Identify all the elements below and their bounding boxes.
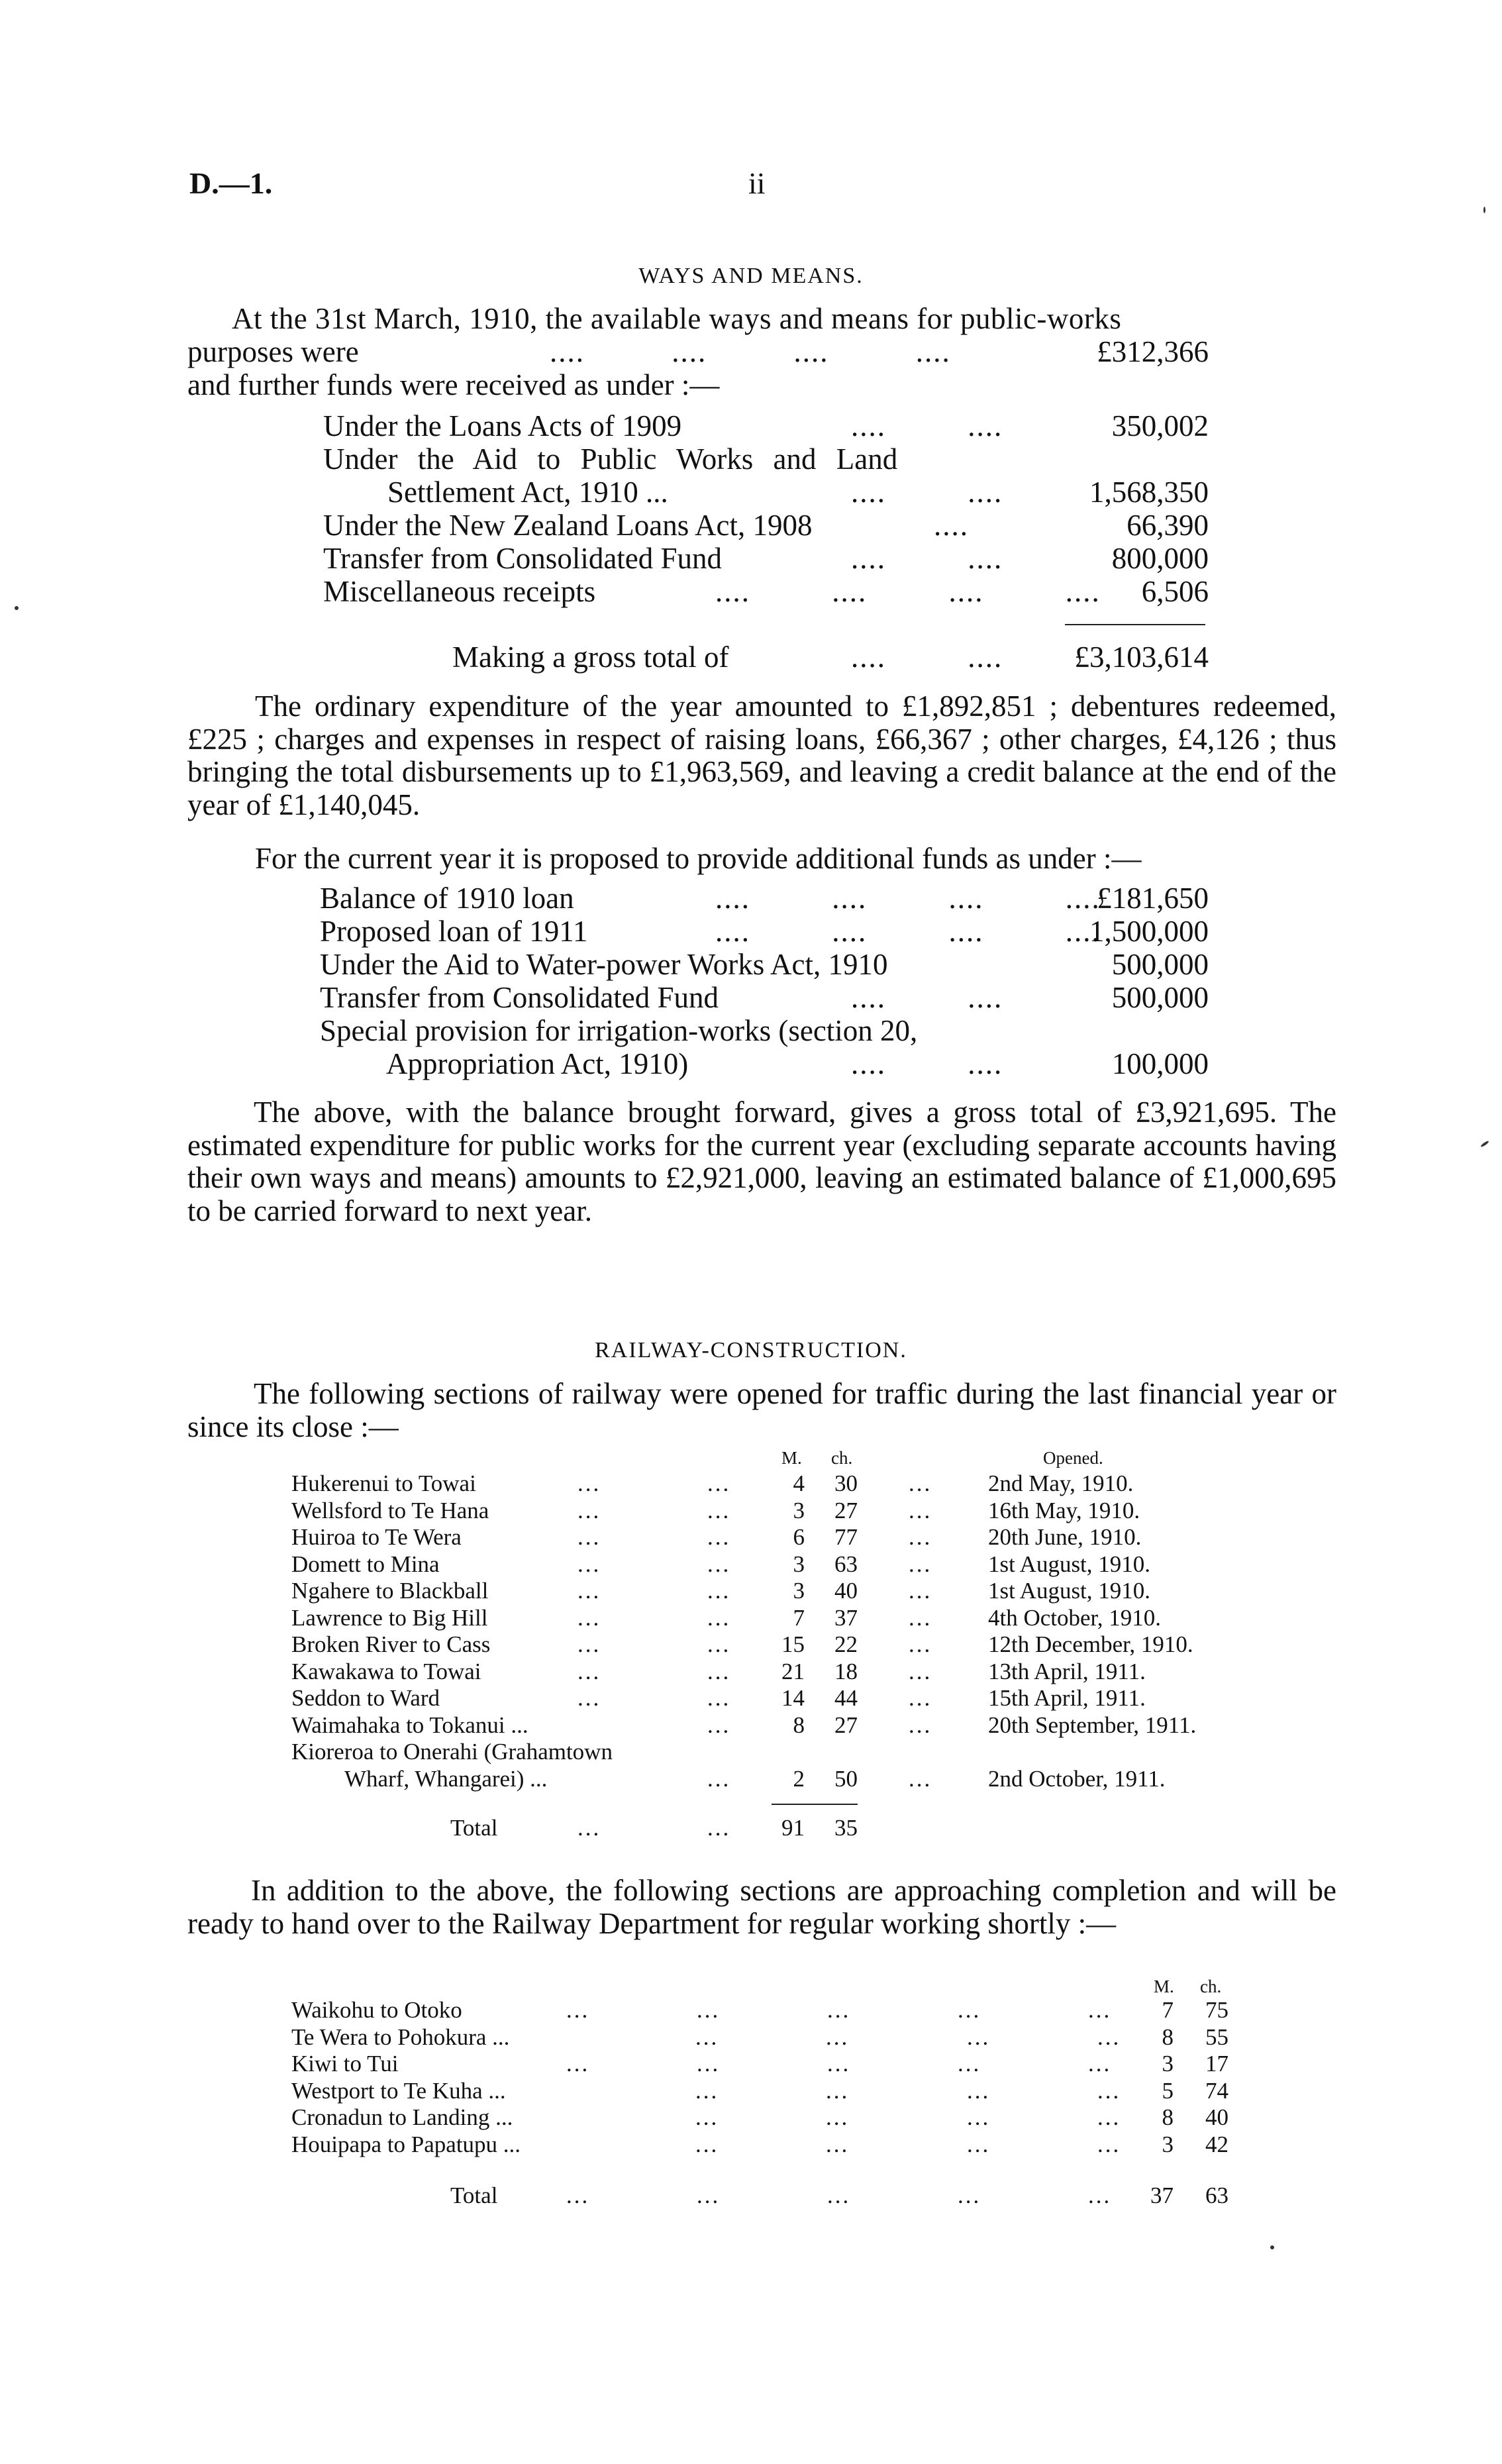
leader-dots: ... [909,1524,932,1550]
proposed-label: Balance of 1910 loan [320,882,574,915]
section-chains: 77 [834,1524,858,1550]
section-opened-date: 20th June, 1910. [988,1524,1142,1550]
proposed-amount: 1,500,000 [1089,915,1209,948]
proposed-label: Under the Aid to Water-power Works Act, 1910 [320,948,888,981]
section-miles: 4 [793,1470,805,1496]
section-name: Domett to Mina [291,1551,440,1577]
leader-dots: ... ... [967,2024,1121,2050]
section-miles: 8 [1162,2024,1174,2050]
section-opened-date: 16th May, 1910. [988,1497,1140,1523]
approaching-intro: In addition to the above, the following sections are approaching completion and will be ready to hand over to the Railway Department for regular working shortly :— [187,1874,1336,1940]
leader-dots: ... [577,1497,601,1523]
approaching-total-miles: 37 [1150,2182,1174,2208]
leader-dots: ... [707,1497,731,1523]
col-chains-header: ch. [1200,1976,1222,1996]
receipt-label: Under the New Zealand Loans Act, 1908 [323,509,813,542]
page-number: ii [748,166,766,200]
document-reference: D.—1. [189,166,273,200]
approaching-total-chains: 63 [1205,2182,1228,2208]
leader-dots: ... ... [695,2024,850,2050]
section-name: Kiwi to Tui [291,2051,399,2077]
leader-dots: ... [707,1712,731,1738]
ways-and-means-title: WAYS AND MEANS. [638,264,864,288]
leader-dots: ... [707,1765,731,1792]
leader-dots: ... [707,1524,731,1550]
leader-dots: ... ... ... ... ... [566,2051,1112,2077]
gross-total-label: Making a gross total of [452,641,729,674]
section-opened-date: 1st August, 1910. [988,1578,1151,1604]
section-name: Houipapa to Papatupu ... [291,2131,521,2157]
receipt-amount: 66,390 [1126,509,1209,542]
proposed-amount: £181,650 [1097,882,1209,915]
leader-dots: ... [909,1631,932,1657]
current-year-intro: For the current year it is proposed to provide additional funds as under :— [255,842,1142,875]
section-chains: 17 [1205,2051,1228,2077]
total-miles: 91 [781,1815,805,1841]
section-name-cont: Wharf, Whangarei) ... [344,1765,548,1792]
section-miles: 3 [1162,2051,1174,2077]
scan-mark [1483,207,1485,213]
section-opened-date: 20th September, 1911. [988,1712,1197,1738]
section-miles: 8 [1162,2104,1174,2130]
section-miles: 3 [1162,2131,1174,2157]
leader-dots: ... [577,1658,601,1684]
section-miles: 14 [781,1685,805,1711]
leader-dots: .... .... [851,1047,1003,1080]
closing-paragraph: The above, with the balance brought forward, gives a gross total of £3,921,695. The estimated expenditure for public works for the current year (excluding separate accounts having their own ways and means) amounts to £2,921,000, leaving an estimated balance of £1,000,695 to be carried forward to next year. [187,1096,1336,1227]
gross-total-amount: £3,103,614 [1074,641,1209,674]
proposed-amount: 500,000 [1111,981,1209,1014]
total-label: Total [450,1815,498,1841]
leader-dots: .... [934,509,969,542]
sum-rule [1065,624,1205,625]
leader-dots: ... [909,1765,932,1792]
leader-dots: .... .... [851,409,1003,442]
section-opened-date: 13th April, 1911. [988,1658,1146,1684]
leader-dots: ... ... ... ... ... [566,2182,1112,2208]
leader-dots: ... [909,1470,932,1496]
section-miles: 8 [793,1712,805,1738]
section-chains: 75 [1205,1997,1228,2023]
section-chains: 50 [834,1765,858,1792]
leader-dots: ... [909,1551,932,1577]
leader-dots: ... ... ... ... ... [566,1997,1112,2023]
intro-line-3: and further funds were received as under :— [187,368,720,401]
section-chains: 27 [834,1712,858,1738]
section-opened-date: 2nd May, 1910. [988,1470,1134,1496]
section-name: Te Wera to Pohokura ... [291,2024,510,2050]
col-chains-header: ch. [831,1448,853,1468]
receipt-label: Under the Loans Acts of 1909 [323,409,682,442]
section-opened-date: 12th December, 1910. [988,1631,1193,1657]
leader-dots: ... [909,1658,932,1684]
proposed-amount: 500,000 [1111,948,1209,981]
leader-dots: ... [707,1658,731,1684]
leader-dots: .... .... .... .... [715,575,1101,608]
section-miles: 3 [793,1497,805,1523]
scan-mark [1480,1140,1489,1147]
proposed-label-cont: Appropriation Act, 1910) [386,1047,689,1080]
leader-dots: ... [909,1685,932,1711]
section-chains: 27 [834,1497,858,1523]
section-opened-date: 15th April, 1911. [988,1685,1146,1711]
leader-dots: ... [577,1815,601,1841]
leader-dots: ... [707,1604,731,1631]
leader-dots: .... .... .... .... [550,335,951,368]
section-miles: 15 [781,1631,805,1657]
section-chains: 40 [1205,2104,1228,2130]
receipt-label: Under the Aid to Public Works and Land [323,442,898,476]
section-chains: 40 [834,1578,858,1604]
proposed-amount: 100,000 [1111,1047,1209,1080]
leader-dots: ... [577,1604,601,1631]
section-miles: 2 [793,1765,805,1792]
intro-line-2: purposes were [187,335,359,368]
leader-dots: ... [577,1578,601,1604]
col-miles-header: M. [781,1448,802,1468]
proposed-label: Transfer from Consolidated Fund [320,981,719,1014]
section-name: Wellsford to Te Hana [291,1497,489,1523]
scan-mark [15,606,19,610]
section-name: Kioreroa to Onerahi (Grahamtown [291,1739,613,1765]
total-chains: 35 [834,1815,858,1841]
section-name: Waikohu to Otoko [291,1997,462,2023]
receipt-label-cont: Settlement Act, 1910 ... [387,476,668,509]
section-chains: 42 [1205,2131,1228,2157]
section-chains: 74 [1205,2077,1228,2104]
section-chains: 55 [1205,2024,1228,2050]
leader-dots: .... .... [851,641,1003,674]
leader-dots: ... ... [967,2131,1121,2157]
section-miles: 5 [1162,2077,1174,2104]
section-miles: 21 [781,1658,805,1684]
intro-line-1: At the 31st March, 1910, the available ways and means for public-works [232,302,1122,335]
section-name: Westport to Te Kuha ... [291,2077,506,2104]
section-chains: 22 [834,1631,858,1657]
receipt-label: Transfer from Consolidated Fund [323,542,723,575]
section-name: Lawrence to Big Hill [291,1604,488,1631]
section-chains: 18 [834,1658,858,1684]
leader-dots: .... .... [851,981,1003,1014]
section-miles: 3 [793,1578,805,1604]
section-opened-date: 2nd October, 1911. [988,1765,1166,1792]
section-chains: 37 [834,1604,858,1631]
leader-dots: ... ... [967,2077,1121,2104]
section-opened-date: 4th October, 1910. [988,1604,1162,1631]
leader-dots: ... [707,1631,731,1657]
section-name: Broken River to Cass [291,1631,491,1657]
opening-amount: £312,366 [1097,335,1209,368]
section-name: Ngahere to Blackball [291,1578,489,1604]
leader-dots: ... [707,1685,731,1711]
leader-dots: ... [909,1497,932,1523]
leader-dots: .... .... .... .... [715,882,1101,915]
section-miles: 7 [793,1604,805,1631]
leader-dots: ... ... [967,2104,1121,2130]
railway-construction-title: RAILWAY-CONSTRUCTION. [595,1338,907,1362]
leader-dots: ... [707,1815,731,1841]
leader-dots: ... [577,1524,601,1550]
section-name: Waimahaka to Tokanui ... [291,1712,528,1738]
section-chains: 44 [834,1685,858,1711]
leader-dots: ... ... [695,2077,850,2104]
expenditure-paragraph: The ordinary expenditure of the year amounted to £1,892,851 ; debentures redeemed, £225 ; charges and expenses in respect of raising loans, £66,367 ; other charges, £4,126 ; thus bringing the total disbursements up to £1,963,569, and leaving a credit balance at the end of the year of £1,140,045. [187,690,1336,821]
leader-dots: ... [707,1551,731,1577]
table-total-rule [772,1804,858,1805]
leader-dots: ... ... [695,2104,850,2130]
leader-dots: ... [707,1578,731,1604]
section-chains: 63 [834,1551,858,1577]
leader-dots: ... [577,1631,601,1657]
section-name: Kawakawa to Towai [291,1658,481,1684]
receipt-amount: 1,568,350 [1089,476,1209,509]
leader-dots: ... [707,1470,731,1496]
receipt-amount: 350,002 [1111,409,1209,442]
section-opened-date: 1st August, 1910. [988,1551,1151,1577]
section-chains: 30 [834,1470,858,1496]
scan-mark [1270,2245,1274,2249]
receipt-amount: 800,000 [1111,542,1209,575]
leader-dots: .... .... [851,476,1003,509]
leader-dots: .... .... .... .... [715,915,1101,948]
col-miles-header: M. [1154,1976,1174,1996]
leader-dots: ... [909,1604,932,1631]
leader-dots: .... .... [851,542,1003,575]
section-name: Hukerenui to Towai [291,1470,476,1496]
leader-dots: ... [577,1470,601,1496]
leader-dots: ... [909,1578,932,1604]
railway-intro: The following sections of railway were opened for traffic during the last financial year or since its close :— [187,1377,1336,1443]
section-miles: 6 [793,1524,805,1550]
section-miles: 3 [793,1551,805,1577]
approaching-total-label: Total [450,2182,498,2208]
leader-dots: ... [577,1685,601,1711]
col-opened-header: Opened. [1043,1448,1103,1468]
leader-dots: ... [909,1712,932,1738]
section-miles: 7 [1162,1997,1174,2023]
section-name: Cronadun to Landing ... [291,2104,513,2130]
receipt-label: Miscellaneous receipts [323,575,596,608]
proposed-label: Proposed loan of 1911 [320,915,588,948]
leader-dots: ... ... [695,2131,850,2157]
receipt-amount: 6,506 [1141,575,1209,608]
section-name: Seddon to Ward [291,1685,440,1711]
section-name: Huiroa to Te Wera [291,1524,462,1550]
leader-dots: ... [577,1551,601,1577]
proposed-label: Special provision for irrigation-works (section 20, [320,1014,918,1047]
